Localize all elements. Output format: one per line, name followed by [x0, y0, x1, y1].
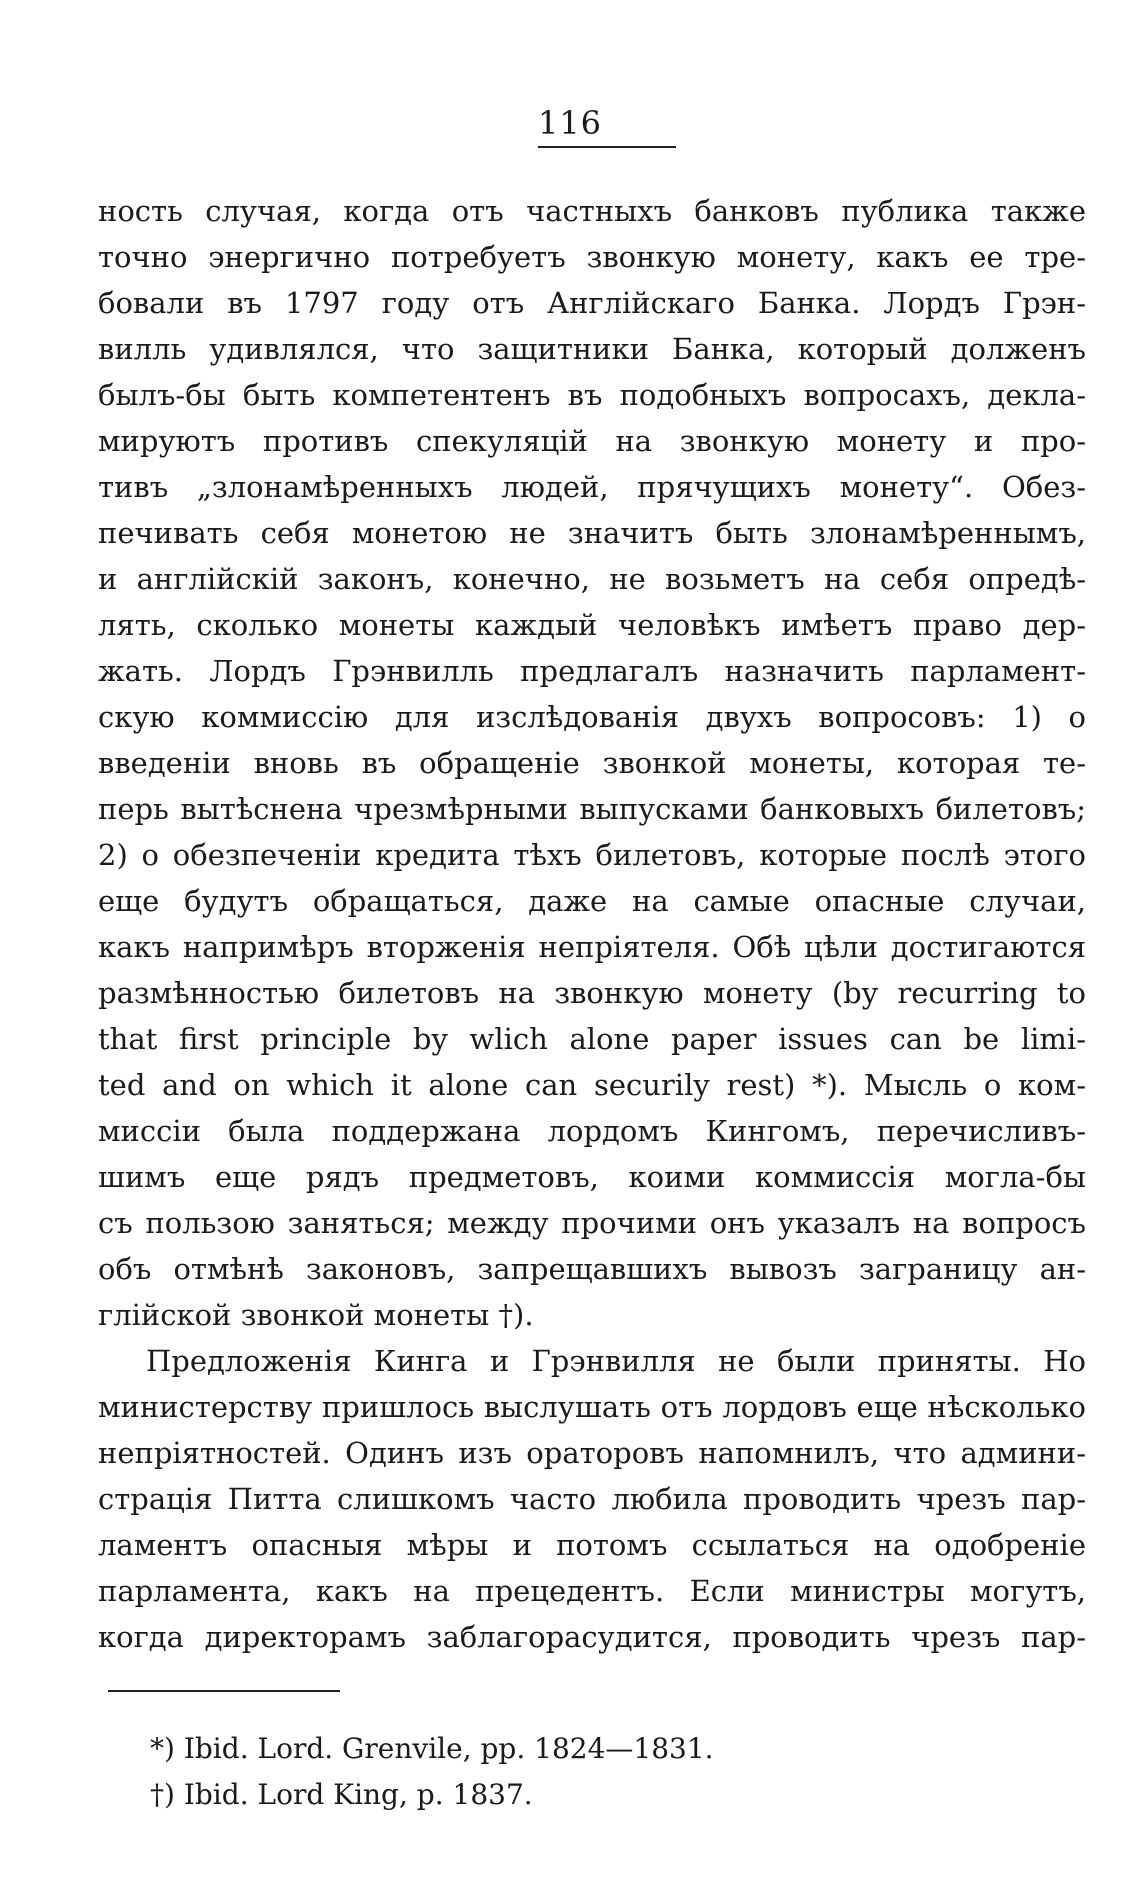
text-line: непріятностей. Одинъ изъ ораторовъ напомнилъ, что админи- — [98, 1436, 1086, 1470]
text-line: введеніи вновь въ обращеніе звонкой монеты, которая те- — [98, 746, 1086, 780]
text-line: 2) о обезпеченіи кредита тѣхъ билетовъ, которые послѣ этого — [98, 838, 1086, 872]
page-number: 116 — [537, 104, 603, 142]
page-number-rule — [538, 146, 676, 148]
text-line: перь вытѣснена чрезмѣрными выпусками банковыхъ билетовъ; — [98, 792, 1086, 826]
text-line: еще будутъ обращаться, даже на самые опасные случаи, — [98, 884, 1086, 918]
footnote-divider — [108, 1690, 340, 1692]
footnotes — [150, 1726, 1050, 1818]
text-line: былъ-бы быть компетентенъ въ подобныхъ вопросахъ, декла- — [98, 378, 1086, 412]
text-line: шимъ еще рядъ предметовъ, коими коммиссія могла-бы — [98, 1160, 1086, 1194]
text-line: когда директорамъ заблагорасудится, проводить чрезъ пар- — [98, 1620, 1086, 1654]
text-line: размѣнностью билетовъ на звонкую монету (by recurring to — [98, 976, 1086, 1010]
text-line: объ отмѣнѣ законовъ, запрещавшихъ вывозъ заграницу ан- — [98, 1252, 1086, 1286]
text-line: министерству пришлось выслушать отъ лордовъ еще нѣсколько — [98, 1390, 1086, 1424]
text-line: съ пользою заняться; между прочими онъ указалъ на вопросъ — [98, 1206, 1086, 1240]
footnote: *) Ibid. Lord. Grenvile, pp. 1824—1831. — [150, 1732, 714, 1765]
text-line: парламента, какъ на прецедентъ. Если министры могутъ, — [98, 1574, 1086, 1608]
text-line: скую коммиссію для изслѣдованія двухъ вопросовъ: 1) о — [98, 700, 1086, 734]
text-line: бовали въ 1797 году отъ Англійскаго Банка. Лордъ Грэн- — [98, 286, 1086, 320]
text-line: тивъ „злонамѣренныхъ людей, прячущихъ монету“. Обез- — [98, 470, 1086, 504]
text-line: глійской звонкой монеты †). — [98, 1298, 534, 1332]
body-text — [98, 188, 1086, 1660]
footnote: †) Ibid. Lord King, p. 1837. — [150, 1778, 533, 1811]
text-line: Предложенія Кинга и Грэнвилля не были приняты. Но — [146, 1344, 1086, 1378]
text-line: какъ напримѣръ вторженія непріятеля. Обѣ цѣли достигаются — [98, 930, 1086, 964]
text-line: ламентъ опасныя мѣры и потомъ ссылаться на одобреніе — [98, 1528, 1086, 1562]
text-line: жать. Лордъ Грэнвилль предлагалъ назначить парламент- — [98, 654, 1086, 688]
paragraph-2 — [98, 1338, 1086, 1660]
text-line: лять, сколько монеты каждый человѣкъ имѣетъ право дер- — [98, 608, 1086, 642]
text-line: точно энергично потребуетъ звонкую монету, какъ ее тре- — [98, 240, 1086, 274]
text-line: и англійскій законъ, конечно, не возьметъ на себя опредѣ- — [98, 562, 1086, 596]
text-line: вилль удивлялся, что защитники Банка, который долженъ — [98, 332, 1086, 366]
text-line: ted and on which it alone can securily rest) *). Мысль о ком- — [98, 1068, 1086, 1102]
text-line: that first principle by wlich alone paper issues can be limi- — [98, 1022, 1086, 1056]
text-line: страція Питта слишкомъ часто любила проводить чрезъ пар- — [98, 1482, 1086, 1516]
paragraph-1 — [98, 188, 1086, 1338]
text-line: мируютъ противъ спекуляцій на звонкую монету и про- — [98, 424, 1086, 458]
text-line: миссіи была поддержана лордомъ Кингомъ, перечисливъ- — [98, 1114, 1086, 1148]
text-line: ность случая, когда отъ частныхъ банковъ публика также — [98, 194, 1086, 228]
text-line: печивать себя монетою не значитъ быть злонамѣреннымъ, — [98, 516, 1086, 550]
